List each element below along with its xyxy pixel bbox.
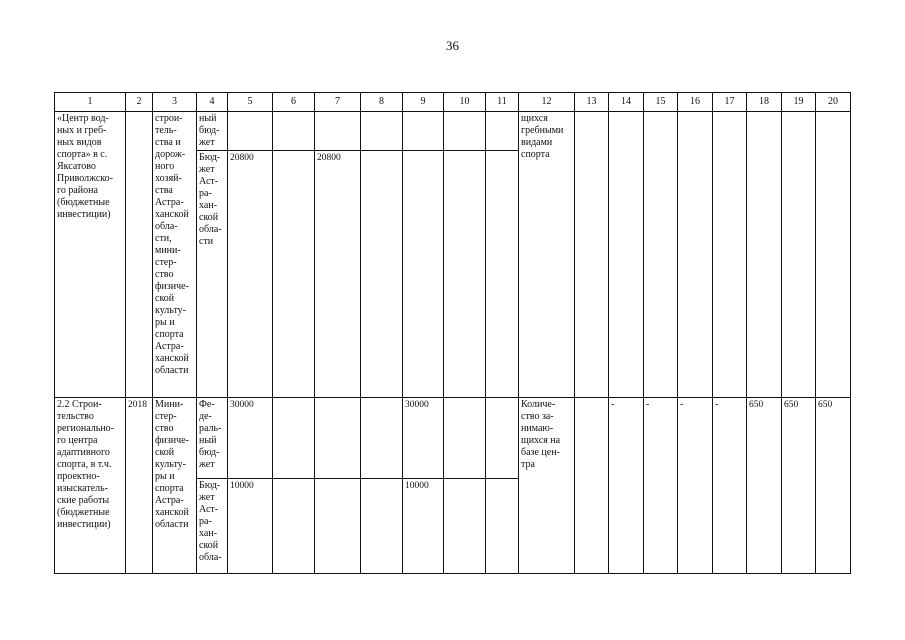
header-row xyxy=(55,93,851,112)
indicator-value-cell: - xyxy=(644,398,678,574)
header-cell: 16 xyxy=(678,93,713,112)
indicator-value-cell xyxy=(609,112,644,398)
indicator-value-cell xyxy=(782,112,816,398)
header-cell: 11 xyxy=(486,93,519,112)
header-cell: 5 xyxy=(228,93,273,112)
header-cell: 1 xyxy=(55,93,126,112)
amount-cell xyxy=(486,398,519,479)
header-cell: 20 xyxy=(816,93,851,112)
object-name-cell: «Центр вод- ных и греб- ных видов спорта» в с. Яксатово Приволжско- го района (бюджетные инвестиции) xyxy=(55,112,126,398)
header-cell: 12 xyxy=(519,93,575,112)
amount-cell xyxy=(361,398,403,479)
indicator-value-cell xyxy=(713,112,747,398)
indicator-value-cell: 650 xyxy=(782,398,816,574)
funding-source-cell: Бюд- жет Аст- ра- хан- ской обла- xyxy=(197,479,228,574)
header-cell: 2 xyxy=(126,93,153,112)
indicator-value-cell: - xyxy=(713,398,747,574)
header-cell: 4 xyxy=(197,93,228,112)
indicator-value-cell xyxy=(575,398,609,574)
amount-cell xyxy=(315,479,361,574)
indicator-cell: щихся гребными видами спорта xyxy=(519,112,575,398)
amount-cell: 20800 xyxy=(315,151,361,398)
amount-cell xyxy=(444,398,486,479)
amount-cell xyxy=(361,479,403,574)
amount-cell xyxy=(486,151,519,398)
page-number: 36 xyxy=(446,38,459,53)
header-cell: 13 xyxy=(575,93,609,112)
indicator-cell: Количе- ство за- нимаю- щихся на базе цен- тра xyxy=(519,398,575,574)
indicator-value-cell: - xyxy=(609,398,644,574)
object-name-cell: 2.2 Строи- тельство регионально- го центра адаптивного спорта, в т.ч. проектно- изыскатель- ские работы (бюджетные инвестиции) xyxy=(55,398,126,574)
funding-source-cell: Фе- де- раль- ный бюд- жет xyxy=(197,398,228,479)
amount-cell xyxy=(228,112,273,151)
indicator-value-cell: 650 xyxy=(747,398,782,574)
header-cell: 9 xyxy=(403,93,444,112)
funding-source-cell: Бюд- жет Аст- ра- хан- ской обла- сти xyxy=(197,151,228,398)
indicator-value-cell xyxy=(575,112,609,398)
amount-cell: 30000 xyxy=(403,398,444,479)
executor-cell: Мини- стер- ство физиче- ской культу- ры и спорта Астра- ханской области xyxy=(153,398,197,574)
header-cell: 14 xyxy=(609,93,644,112)
budget-table xyxy=(54,92,851,574)
amount-cell xyxy=(403,151,444,398)
table-row xyxy=(55,398,851,479)
indicator-value-cell xyxy=(678,112,713,398)
header-cell: 19 xyxy=(782,93,816,112)
year-cell: 2018 xyxy=(126,398,153,574)
indicator-value-cell: - xyxy=(678,398,713,574)
amount-cell xyxy=(486,112,519,151)
header-cell: 3 xyxy=(153,93,197,112)
header-cell: 6 xyxy=(273,93,315,112)
amount-cell xyxy=(444,112,486,151)
amount-cell xyxy=(361,151,403,398)
amount-cell xyxy=(273,151,315,398)
amount-cell xyxy=(361,112,403,151)
amount-cell xyxy=(315,398,361,479)
indicator-value-cell xyxy=(816,112,851,398)
header-cell: 10 xyxy=(444,93,486,112)
header-cell: 8 xyxy=(361,93,403,112)
header-cell: 15 xyxy=(644,93,678,112)
amount-cell xyxy=(444,479,486,574)
funding-source-cell: ный бюд- жет xyxy=(197,112,228,151)
amount-cell xyxy=(444,151,486,398)
header-cell: 17 xyxy=(713,93,747,112)
amount-cell xyxy=(315,112,361,151)
amount-cell: 20800 xyxy=(228,151,273,398)
amount-cell xyxy=(273,479,315,574)
year-cell xyxy=(126,112,153,398)
amount-cell xyxy=(403,112,444,151)
header-cell: 7 xyxy=(315,93,361,112)
amount-cell xyxy=(273,398,315,479)
indicator-value-cell xyxy=(644,112,678,398)
amount-cell: 10000 xyxy=(403,479,444,574)
executor-cell: строи- тель- ства и дорож- ного хозяй- ства Астра- ханской обла- сти, мини- стер- ство физиче- ской культу- ры и спорта Астра- ханской области xyxy=(153,112,197,398)
header-cell: 18 xyxy=(747,93,782,112)
amount-cell xyxy=(273,112,315,151)
amount-cell: 10000 xyxy=(228,479,273,574)
amount-cell: 30000 xyxy=(228,398,273,479)
indicator-value-cell: 650 xyxy=(816,398,851,574)
amount-cell xyxy=(486,479,519,574)
indicator-value-cell xyxy=(747,112,782,398)
table-row xyxy=(55,112,851,151)
